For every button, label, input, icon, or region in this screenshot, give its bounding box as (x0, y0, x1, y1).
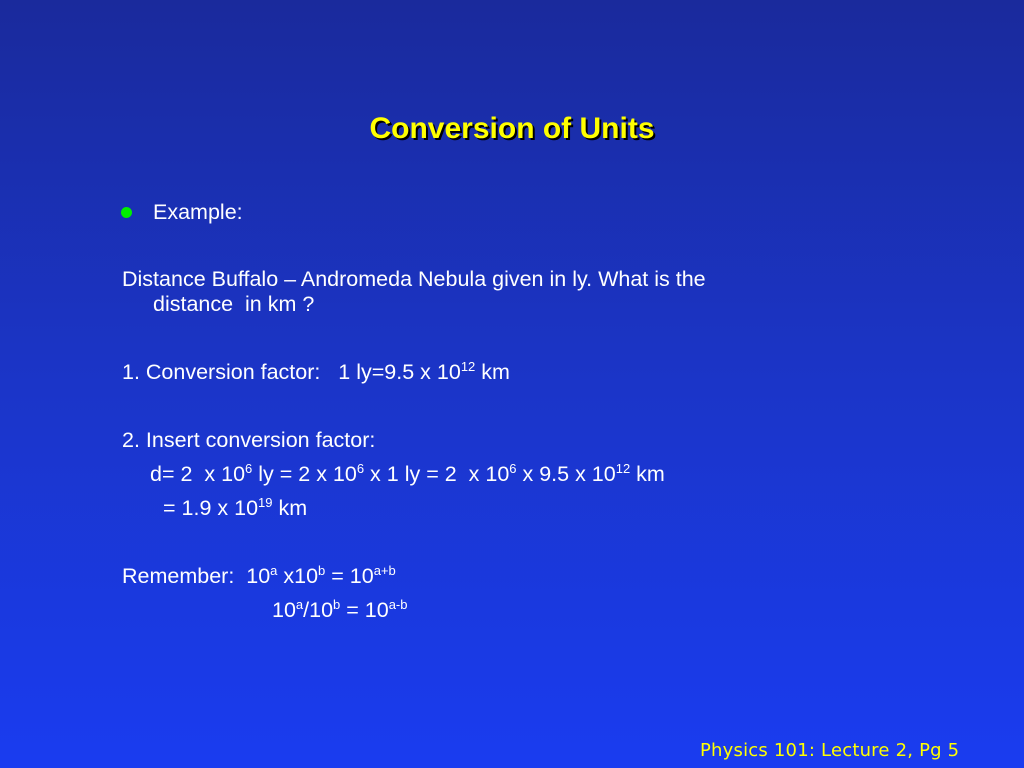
remember-rule-1: Remember: 10$^a$ $x10^b = 10^{a+b}$ (122, 563, 396, 588)
slide-title: Conversion of Units (369, 112, 655, 145)
step2-equation-2: = 1.9 x $10^{19}$ km (163, 495, 308, 520)
step1-conversion-factor: 1. Conversion factor: 1 ly=9.5 x $10^{12}$ km (122, 359, 510, 384)
bullet-dot-icon (121, 207, 132, 218)
problem-line-2: distance in km ? (153, 292, 315, 316)
slide-footer: Physics 101: Lecture 2, Pg 5 (700, 740, 960, 761)
step2-header: 2. Insert conversion factor: (122, 428, 376, 452)
problem-line-1: Distance Buffalo – Andromeda Nebula given in ly. What is the (122, 267, 706, 291)
remember-rule-2: $10^a/10^b = 10^{a-b}$ (272, 597, 408, 622)
step2-equation-1: d= 2 x $10^6$ ly = 2 x $10^6$ x 1 ly = 2 x $10^6$ x 9.5 x $10^{12}$ km (150, 461, 665, 486)
bullet-text: Example: (153, 200, 243, 224)
